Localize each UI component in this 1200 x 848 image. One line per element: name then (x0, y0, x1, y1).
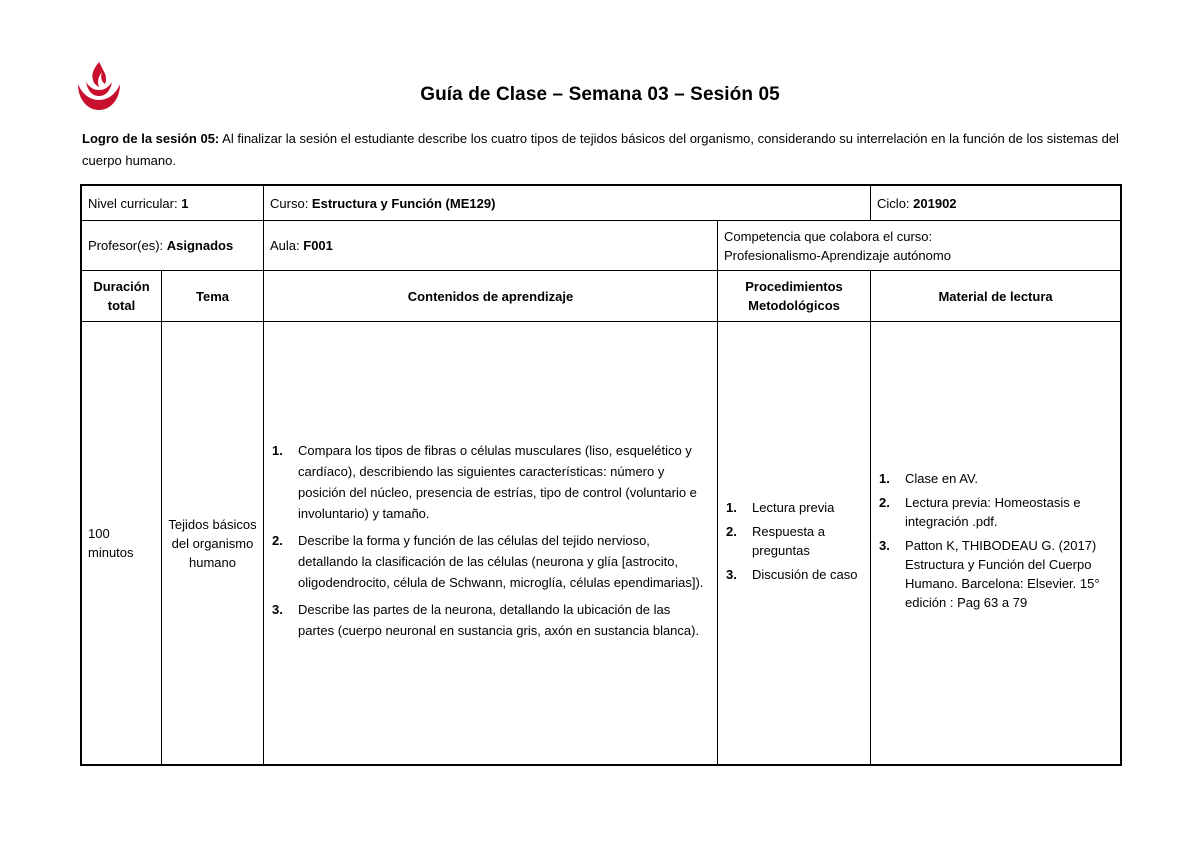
page-title: Guía de Clase – Semana 03 – Sesión 05 (420, 84, 780, 105)
list-item (272, 599, 707, 641)
list-item (879, 469, 1110, 488)
list-item-text: Patton K, THIBODEAU G. (2017) Estructura y Función del Cuerpo Humano. Barcelona: Elsevier. 15° edición : Pag 63 a 79 (905, 538, 1100, 610)
list-item-text: Describe la forma y función de las células del tejido nervioso, detallando la clasificación de las células (neurona y glía [astrocito, oligodendrocito, célula de Schwann, microglía, células ependimarias]). (298, 532, 704, 590)
header-procedimientos: Procedimientos Metodológicos (718, 271, 871, 322)
info-row-1 (82, 186, 1121, 221)
list-item (726, 522, 864, 560)
competencia-cell: Competencia que colabora el curso: Profesionalismo-Aprendizaje autónomo (718, 221, 1121, 271)
session-objective (82, 128, 1122, 172)
header-material: Material de lectura (871, 271, 1121, 322)
class-guide-table (81, 185, 1121, 765)
list-item-number: 2. (726, 523, 737, 539)
duracion-cell: 100 minutos (82, 322, 162, 765)
objective-label: Logro de la sesión 05: (82, 131, 220, 146)
list-item-number: 2. (272, 532, 283, 548)
list-item-number: 1. (272, 442, 283, 458)
material-cell (871, 322, 1121, 765)
list-item (272, 530, 707, 593)
nivel-cell: Nivel curricular: 1 (82, 186, 264, 221)
tema-cell: Tejidos básicos del organismo humano (162, 322, 264, 765)
list-item-number: 1. (726, 499, 737, 515)
list-item-number: 3. (726, 566, 737, 582)
profesor-cell: Profesor(es): Asignados (82, 221, 264, 271)
list-item-text: Clase en AV. (905, 471, 979, 486)
list-item-text: Lectura previa: Homeostasis e integración .pdf. (905, 495, 1081, 529)
material-list (879, 469, 1110, 612)
list-item-number: 3. (272, 601, 283, 617)
objective-text: Al finalizar la sesión el estudiante describe los cuatro tipos de tejidos básicos del organismo, considerando su interrelación en la función de los sistemas del cuerpo humano. (82, 131, 1119, 168)
aula-cell: Aula: F001 (264, 221, 718, 271)
list-item-number: 1. (879, 471, 890, 486)
contenidos-list (272, 440, 707, 641)
curso-cell: Curso: Estructura y Función (ME129) (264, 186, 871, 221)
procedimientos-cell (718, 322, 871, 765)
list-item-text: Respuesta a preguntas (752, 523, 826, 558)
procedimientos-list (726, 498, 864, 584)
list-item-text: Discusión de caso (752, 566, 858, 582)
list-item-text: Describe las partes de la neurona, detallando la ubicación de las partes (cuerpo neuronal en sustancia gris, axón en sustancia blanca). (298, 601, 700, 638)
list-item-text: Lectura previa (752, 499, 835, 515)
list-item (726, 498, 864, 517)
list-item (726, 565, 864, 584)
info-row-2 (82, 221, 1121, 271)
contenidos-cell (264, 322, 718, 765)
ciclo-cell: Ciclo: 201902 (871, 186, 1121, 221)
list-item (879, 493, 1110, 531)
list-item-number: 2. (879, 495, 890, 510)
header-contenidos: Contenidos de aprendizaje (264, 271, 718, 322)
list-item (272, 440, 707, 524)
list-item (879, 536, 1110, 612)
content-row (82, 322, 1121, 765)
header-duracion: Duración total (82, 271, 162, 322)
column-headers (82, 271, 1121, 322)
header-tema: Tema (162, 271, 264, 322)
list-item-text: Compara los tipos de fibras o células musculares (liso, esquelético y cardíaco), describiendo las siguientes características: número y posición del núcleo, presencia de estrías, tipo de control (voluntario e involuntario) y tamaño. (298, 442, 697, 521)
list-item-number: 3. (879, 538, 890, 553)
